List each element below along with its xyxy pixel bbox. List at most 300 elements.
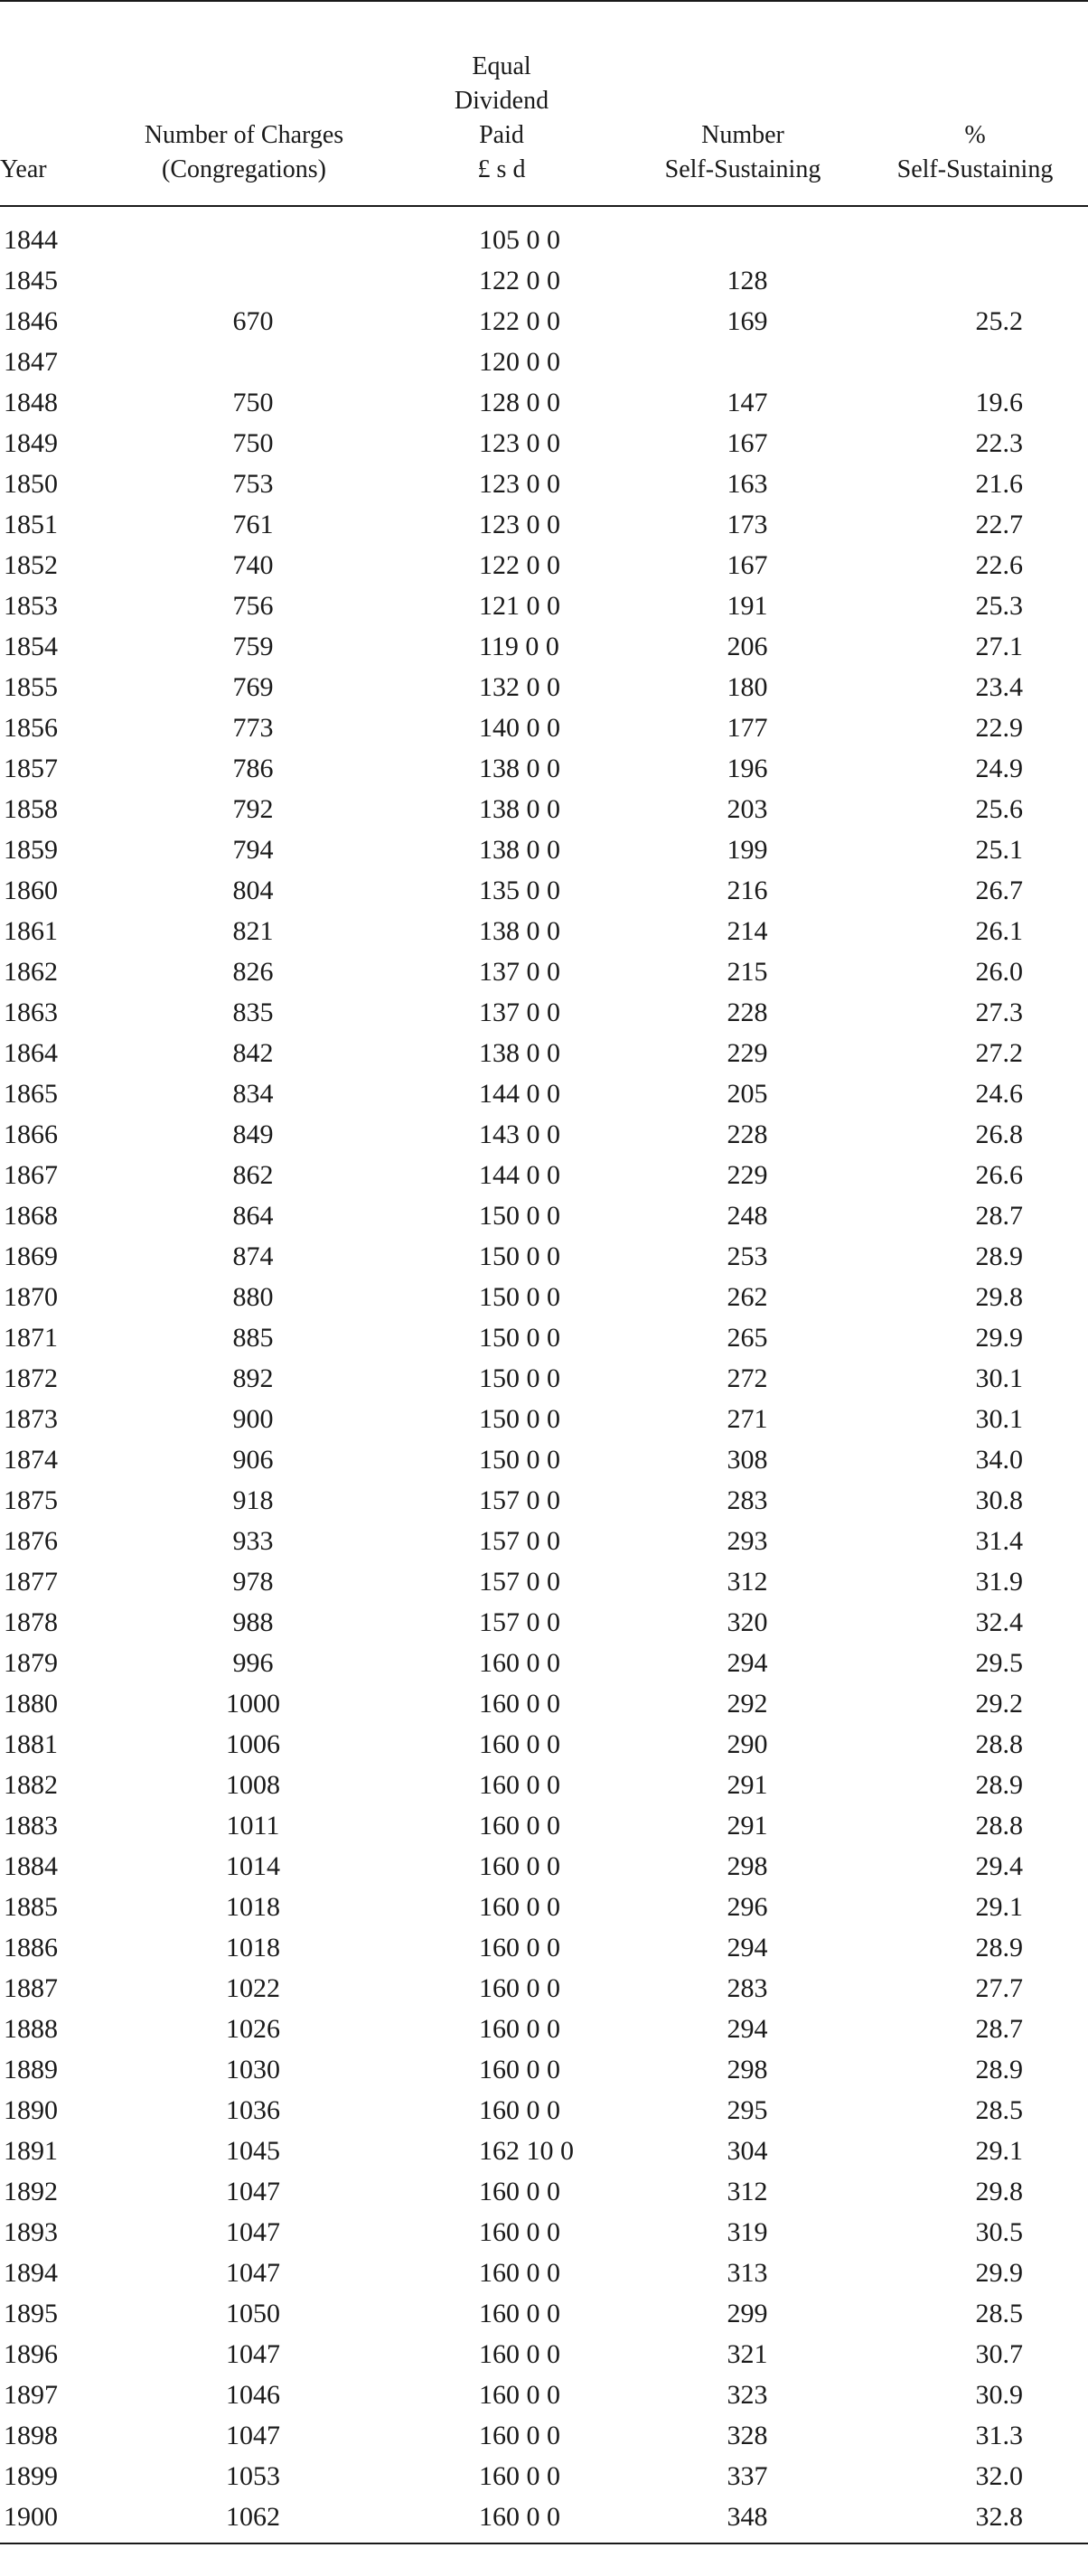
cell-charges: 1047 bbox=[226, 2258, 280, 2288]
cell-number-self-sustaining: 308 bbox=[727, 1445, 768, 1475]
cell-charges: 988 bbox=[232, 1607, 274, 1637]
cell-number-self-sustaining: 294 bbox=[727, 1933, 768, 1962]
cell-number-self-sustaining: 304 bbox=[727, 2136, 768, 2166]
cell-dividend: 160 0 0 bbox=[479, 2299, 560, 2328]
cell-number-self-sustaining: 295 bbox=[727, 2095, 768, 2125]
cell-number-self-sustaining: 191 bbox=[727, 591, 768, 621]
cell-dividend: 150 0 0 bbox=[479, 1445, 560, 1475]
cell-year: 1878 bbox=[4, 1607, 58, 1637]
cell-percent-self-sustaining: 28.8 bbox=[975, 1729, 1023, 1759]
table-row bbox=[0, 1765, 1088, 1805]
cell-percent-self-sustaining: 28.9 bbox=[975, 1241, 1023, 1271]
cell-dividend: 160 0 0 bbox=[479, 2339, 560, 2369]
cell-dividend: 128 0 0 bbox=[479, 388, 560, 417]
table-row bbox=[0, 1033, 1088, 1073]
cell-number-self-sustaining: 292 bbox=[727, 1689, 768, 1719]
cell-number-self-sustaining: 321 bbox=[727, 2339, 768, 2369]
cell-year: 1868 bbox=[4, 1201, 58, 1231]
cell-year: 1870 bbox=[4, 1282, 58, 1312]
cell-year: 1881 bbox=[4, 1729, 58, 1759]
table-row bbox=[0, 1480, 1088, 1521]
cell-number-self-sustaining: 167 bbox=[727, 550, 768, 580]
cell-number-self-sustaining: 290 bbox=[727, 1729, 768, 1759]
cell-number-self-sustaining: 265 bbox=[727, 1323, 768, 1353]
cell-dividend: 122 0 0 bbox=[479, 550, 560, 580]
cell-year: 1859 bbox=[4, 835, 58, 865]
table-row bbox=[0, 829, 1088, 870]
cell-year: 1896 bbox=[4, 2339, 58, 2369]
table-row bbox=[0, 748, 1088, 789]
table-row bbox=[0, 1277, 1088, 1317]
cell-charges: 786 bbox=[232, 754, 274, 783]
cell-percent-self-sustaining: 27.7 bbox=[975, 1973, 1023, 2003]
cell-charges: 804 bbox=[232, 876, 274, 905]
cell-year: 1900 bbox=[0, 2496, 108, 2543]
cell-number-self-sustaining: 177 bbox=[727, 713, 768, 743]
cell-year: 1892 bbox=[4, 2177, 58, 2206]
cell-dividend: 160 0 0 bbox=[479, 1851, 560, 1881]
cell-dividend: 150 0 0 bbox=[479, 1282, 560, 1312]
cell-year: 1849 bbox=[4, 428, 58, 458]
table-row bbox=[0, 1887, 1088, 1927]
cell-number-self-sustaining: 169 bbox=[727, 306, 768, 336]
table-row bbox=[0, 1236, 1088, 1277]
cell-percent-self-sustaining: 27.2 bbox=[975, 1038, 1023, 1068]
cell-percent-self-sustaining: 21.6 bbox=[975, 469, 1023, 499]
cell-charges: 1062 bbox=[108, 2496, 380, 2543]
cell-charges: 821 bbox=[232, 916, 274, 946]
cell-dividend: 122 0 0 bbox=[479, 266, 560, 295]
cell-dividend: 138 0 0 bbox=[479, 1038, 560, 1068]
cell-number-self-sustaining: 348 bbox=[624, 2496, 862, 2543]
cell-year: 1891 bbox=[4, 2136, 58, 2166]
cell-percent-self-sustaining: 19.6 bbox=[975, 388, 1023, 417]
cell-year: 1886 bbox=[4, 1933, 58, 1962]
table-row bbox=[0, 2456, 1088, 2496]
cell-charges: 740 bbox=[232, 550, 274, 580]
cell-dividend: 160 0 0 bbox=[479, 2258, 560, 2288]
column-header-charges: Number of Charges (Congregations) bbox=[108, 1, 380, 206]
cell-charges: 759 bbox=[232, 632, 274, 661]
table-row bbox=[0, 2049, 1088, 2090]
cell-charges: 773 bbox=[232, 713, 274, 743]
table-row bbox=[0, 1317, 1088, 1358]
table-row bbox=[0, 2171, 1088, 2212]
cell-percent-self-sustaining: 29.8 bbox=[975, 2177, 1023, 2206]
cell-number-self-sustaining: 298 bbox=[727, 2055, 768, 2084]
cell-percent-self-sustaining: 26.6 bbox=[975, 1160, 1023, 1190]
cell-dividend: 157 0 0 bbox=[479, 1607, 560, 1637]
cell-year: 1851 bbox=[4, 510, 58, 539]
cell-charges: 978 bbox=[232, 1567, 274, 1597]
cell-percent-self-sustaining: 30.1 bbox=[975, 1363, 1023, 1393]
cell-dividend: 160 0 0 bbox=[479, 1892, 560, 1922]
cell-year: 1865 bbox=[4, 1079, 58, 1109]
cell-number-self-sustaining: 299 bbox=[727, 2299, 768, 2328]
cell-charges: 1050 bbox=[226, 2299, 280, 2328]
cell-year: 1861 bbox=[4, 916, 58, 946]
cell-number-self-sustaining: 206 bbox=[727, 632, 768, 661]
table-row bbox=[0, 260, 1088, 301]
column-header-dividend: Equal Dividend Paid £ s d bbox=[380, 1, 624, 206]
cell-year: 1846 bbox=[4, 306, 58, 336]
cell-percent-self-sustaining: 22.7 bbox=[975, 510, 1023, 539]
table-row bbox=[0, 1561, 1088, 1602]
cell-charges: 1053 bbox=[226, 2461, 280, 2491]
cell-dividend: 150 0 0 bbox=[479, 1323, 560, 1353]
cell-charges bbox=[108, 206, 380, 260]
cell-dividend: 160 0 0 bbox=[479, 2421, 560, 2450]
table-row bbox=[0, 1968, 1088, 2009]
cell-year: 1856 bbox=[4, 713, 58, 743]
cell-percent-self-sustaining: 22.3 bbox=[975, 428, 1023, 458]
cell-charges: 792 bbox=[232, 794, 274, 824]
cell-dividend: 123 0 0 bbox=[479, 510, 560, 539]
cell-dividend: 137 0 0 bbox=[479, 957, 560, 987]
cell-number-self-sustaining: 320 bbox=[727, 1607, 768, 1637]
cell-percent-self-sustaining: 28.9 bbox=[975, 1933, 1023, 1962]
cell-number-self-sustaining: 163 bbox=[727, 469, 768, 499]
cell-dividend: 150 0 0 bbox=[479, 1201, 560, 1231]
cell-percent-self-sustaining: 29.2 bbox=[975, 1689, 1023, 1719]
cell-dividend: 137 0 0 bbox=[479, 998, 560, 1027]
cell-dividend: 162 10 0 bbox=[479, 2136, 574, 2166]
cell-percent-self-sustaining: 30.1 bbox=[975, 1404, 1023, 1434]
cell-charges: 834 bbox=[232, 1079, 274, 1109]
cell-dividend: 150 0 0 bbox=[479, 1363, 560, 1393]
cell-charges: 918 bbox=[232, 1485, 274, 1515]
cell-year: 1864 bbox=[4, 1038, 58, 1068]
cell-dividend: 160 0 0 bbox=[479, 1770, 560, 1800]
cell-dividend: 135 0 0 bbox=[479, 876, 560, 905]
cell-year: 1875 bbox=[4, 1485, 58, 1515]
cell-charges: 1014 bbox=[226, 1851, 280, 1881]
cell-number-self-sustaining: 203 bbox=[727, 794, 768, 824]
table-row bbox=[0, 585, 1088, 626]
cell-number-self-sustaining: 272 bbox=[727, 1363, 768, 1393]
table-row bbox=[0, 1195, 1088, 1236]
cell-dividend: 157 0 0 bbox=[479, 1567, 560, 1597]
cell-percent-self-sustaining: 22.9 bbox=[975, 713, 1023, 743]
cell-year: 1895 bbox=[4, 2299, 58, 2328]
cell-percent-self-sustaining: 26.0 bbox=[975, 957, 1023, 987]
cell-number-self-sustaining: 216 bbox=[727, 876, 768, 905]
cell-number-self-sustaining: 214 bbox=[727, 916, 768, 946]
cell-year: 1894 bbox=[4, 2258, 58, 2288]
cell-number-self-sustaining: 298 bbox=[727, 1851, 768, 1881]
table-row bbox=[0, 1073, 1088, 1114]
header-row bbox=[0, 1, 1088, 206]
cell-charges: 900 bbox=[232, 1404, 274, 1434]
cell-number-self-sustaining: 199 bbox=[727, 835, 768, 865]
cell-charges: 1026 bbox=[226, 2014, 280, 2044]
cell-dividend: 160 0 0 bbox=[479, 1933, 560, 1962]
cell-charges: 1011 bbox=[226, 1811, 280, 1841]
cell-dividend: 160 0 0 bbox=[479, 1973, 560, 2003]
cell-year: 1863 bbox=[4, 998, 58, 1027]
cell-dividend: 121 0 0 bbox=[479, 591, 560, 621]
cell-percent-self-sustaining: 28.5 bbox=[975, 2299, 1023, 2328]
table-row bbox=[0, 504, 1088, 545]
table-row bbox=[0, 1805, 1088, 1846]
cell-dividend: 120 0 0 bbox=[479, 347, 560, 377]
cell-year: 1866 bbox=[4, 1119, 58, 1149]
table-row bbox=[0, 2253, 1088, 2293]
cell-year: 1887 bbox=[4, 1973, 58, 2003]
cell-year: 1869 bbox=[4, 1241, 58, 1271]
cell-number-self-sustaining: 291 bbox=[727, 1770, 768, 1800]
cell-number-self-sustaining bbox=[624, 342, 862, 382]
table-row bbox=[0, 342, 1088, 382]
cell-number-self-sustaining: 205 bbox=[727, 1079, 768, 1109]
table-row bbox=[0, 1155, 1088, 1195]
table-row bbox=[0, 2009, 1088, 2049]
table-row bbox=[0, 464, 1088, 504]
cell-year: 1848 bbox=[4, 388, 58, 417]
table-row bbox=[0, 2131, 1088, 2171]
cell-percent-self-sustaining: 29.8 bbox=[975, 1282, 1023, 1312]
cell-percent-self-sustaining: 28.8 bbox=[975, 1811, 1023, 1841]
cell-percent-self-sustaining: 28.7 bbox=[975, 1201, 1023, 1231]
cell-dividend: 160 0 0 bbox=[479, 2380, 560, 2410]
cell-year: 1858 bbox=[4, 794, 58, 824]
cell-percent-self-sustaining: 28.5 bbox=[975, 2095, 1023, 2125]
cell-percent-self-sustaining: 25.2 bbox=[975, 306, 1023, 336]
table-row bbox=[0, 382, 1088, 423]
cell-charges: 1045 bbox=[226, 2136, 280, 2166]
table-header bbox=[0, 1, 1088, 206]
cell-number-self-sustaining: 271 bbox=[727, 1404, 768, 1434]
cell-charges: 880 bbox=[232, 1282, 274, 1312]
cell-percent-self-sustaining: 31.9 bbox=[975, 1567, 1023, 1597]
cell-number-self-sustaining bbox=[624, 206, 862, 260]
cell-percent-self-sustaining: 26.7 bbox=[975, 876, 1023, 905]
cell-number-self-sustaining: 296 bbox=[727, 1892, 768, 1922]
cell-charges: 1047 bbox=[226, 2421, 280, 2450]
cell-number-self-sustaining: 262 bbox=[727, 1282, 768, 1312]
cell-dividend: 160 0 0 bbox=[479, 2095, 560, 2125]
cell-dividend: 157 0 0 bbox=[479, 1485, 560, 1515]
cell-charges: 756 bbox=[232, 591, 274, 621]
table-row bbox=[0, 1602, 1088, 1643]
cell-number-self-sustaining: 312 bbox=[727, 2177, 768, 2206]
cell-year: 1844 bbox=[4, 225, 58, 255]
cell-charges: 1036 bbox=[226, 2095, 280, 2125]
cell-charges bbox=[108, 342, 380, 382]
cell-year: 1890 bbox=[4, 2095, 58, 2125]
cell-number-self-sustaining: 323 bbox=[727, 2380, 768, 2410]
table-row bbox=[0, 951, 1088, 992]
cell-dividend: 160 0 0 bbox=[479, 2055, 560, 2084]
cell-percent-self-sustaining bbox=[862, 260, 1088, 301]
cell-percent-self-sustaining: 25.6 bbox=[975, 794, 1023, 824]
cell-year: 1860 bbox=[4, 876, 58, 905]
cell-year: 1882 bbox=[4, 1770, 58, 1800]
cell-dividend: 119 0 0 bbox=[479, 632, 559, 661]
cell-year: 1888 bbox=[4, 2014, 58, 2044]
cell-year: 1853 bbox=[4, 591, 58, 621]
cell-dividend: 143 0 0 bbox=[479, 1119, 560, 1149]
cell-number-self-sustaining: 312 bbox=[727, 1567, 768, 1597]
cell-year: 1845 bbox=[4, 266, 58, 295]
cell-charges: 1030 bbox=[226, 2055, 280, 2084]
cell-percent-self-sustaining: 28.9 bbox=[975, 2055, 1023, 2084]
cell-number-self-sustaining: 293 bbox=[727, 1526, 768, 1556]
cell-number-self-sustaining: 294 bbox=[727, 1648, 768, 1678]
table-row bbox=[0, 667, 1088, 707]
table-row bbox=[0, 1724, 1088, 1765]
table-row bbox=[0, 626, 1088, 667]
cell-charges: 864 bbox=[232, 1201, 274, 1231]
cell-number-self-sustaining: 228 bbox=[727, 1119, 768, 1149]
cell-year: 1889 bbox=[4, 2055, 58, 2084]
cell-percent-self-sustaining: 30.7 bbox=[975, 2339, 1023, 2369]
table-row bbox=[0, 1683, 1088, 1724]
cell-charges: 1047 bbox=[226, 2177, 280, 2206]
cell-charges: 885 bbox=[232, 1323, 274, 1353]
cell-year: 1893 bbox=[4, 2217, 58, 2247]
cell-charges: 835 bbox=[232, 998, 274, 1027]
cell-number-self-sustaining: 248 bbox=[727, 1201, 768, 1231]
cell-year: 1883 bbox=[4, 1811, 58, 1841]
cell-year: 1898 bbox=[4, 2421, 58, 2450]
cell-percent-self-sustaining: 26.8 bbox=[975, 1119, 1023, 1149]
cell-number-self-sustaining: 313 bbox=[727, 2258, 768, 2288]
cell-charges: 750 bbox=[232, 428, 274, 458]
cell-number-self-sustaining: 147 bbox=[727, 388, 768, 417]
cell-number-self-sustaining: 180 bbox=[727, 672, 768, 702]
cell-charges: 849 bbox=[232, 1119, 274, 1149]
cell-percent-self-sustaining: 29.1 bbox=[975, 1892, 1023, 1922]
table-row bbox=[0, 2375, 1088, 2415]
table-row bbox=[0, 206, 1088, 260]
cell-dividend: 138 0 0 bbox=[479, 754, 560, 783]
cell-year: 1847 bbox=[4, 347, 58, 377]
table-row bbox=[0, 1927, 1088, 1968]
table-row bbox=[0, 2212, 1088, 2253]
cell-percent-self-sustaining: 32.8 bbox=[862, 2496, 1088, 2543]
cell-number-self-sustaining: 196 bbox=[727, 754, 768, 783]
cell-charges: 761 bbox=[232, 510, 274, 539]
table-row bbox=[0, 1399, 1088, 1439]
cell-dividend: 123 0 0 bbox=[479, 428, 560, 458]
cell-charges: 1047 bbox=[226, 2339, 280, 2369]
cell-percent-self-sustaining: 28.7 bbox=[975, 2014, 1023, 2044]
table-row bbox=[0, 707, 1088, 748]
cell-dividend: 160 0 0 bbox=[479, 1648, 560, 1678]
table-row bbox=[0, 2496, 1088, 2543]
cell-number-self-sustaining: 128 bbox=[727, 266, 768, 295]
table-row bbox=[0, 1114, 1088, 1155]
cell-percent-self-sustaining: 29.9 bbox=[975, 2258, 1023, 2288]
table-row bbox=[0, 1439, 1088, 1480]
cell-number-self-sustaining: 328 bbox=[727, 2421, 768, 2450]
cell-dividend: 105 0 0 bbox=[479, 225, 560, 255]
cell-percent-self-sustaining: 29.9 bbox=[975, 1323, 1023, 1353]
cell-percent-self-sustaining bbox=[862, 206, 1088, 260]
table-row bbox=[0, 1521, 1088, 1561]
cell-percent-self-sustaining: 27.1 bbox=[975, 632, 1023, 661]
cell-percent-self-sustaining: 25.1 bbox=[975, 835, 1023, 865]
cell-percent-self-sustaining: 24.9 bbox=[975, 754, 1023, 783]
cell-charges: 1018 bbox=[226, 1933, 280, 1962]
cell-dividend: 150 0 0 bbox=[479, 1404, 560, 1434]
cell-year: 1879 bbox=[4, 1648, 58, 1678]
cell-charges: 1022 bbox=[226, 1973, 280, 2003]
cell-dividend: 150 0 0 bbox=[479, 1241, 560, 1271]
cell-percent-self-sustaining bbox=[862, 342, 1088, 382]
cell-percent-self-sustaining: 30.8 bbox=[975, 1485, 1023, 1515]
cell-year: 1873 bbox=[4, 1404, 58, 1434]
cell-charges: 996 bbox=[232, 1648, 274, 1678]
cell-year: 1857 bbox=[4, 754, 58, 783]
cell-charges: 874 bbox=[232, 1241, 274, 1271]
cell-charges: 1008 bbox=[226, 1770, 280, 1800]
table-row bbox=[0, 992, 1088, 1033]
cell-percent-self-sustaining: 30.5 bbox=[975, 2217, 1023, 2247]
cell-dividend: 138 0 0 bbox=[479, 916, 560, 946]
cell-year: 1872 bbox=[4, 1363, 58, 1393]
cell-percent-self-sustaining: 31.3 bbox=[975, 2421, 1023, 2450]
cell-percent-self-sustaining: 30.9 bbox=[975, 2380, 1023, 2410]
cell-dividend: 160 0 0 bbox=[479, 2014, 560, 2044]
table-row bbox=[0, 789, 1088, 829]
cell-number-self-sustaining: 283 bbox=[727, 1485, 768, 1515]
cell-percent-self-sustaining: 31.4 bbox=[975, 1526, 1023, 1556]
cell-percent-self-sustaining: 26.1 bbox=[975, 916, 1023, 946]
column-header-percent-self-sustaining: % Self-Sustaining bbox=[862, 1, 1088, 206]
table-row bbox=[0, 2415, 1088, 2456]
cell-year: 1854 bbox=[4, 632, 58, 661]
cell-dividend: 157 0 0 bbox=[479, 1526, 560, 1556]
cell-charges: 769 bbox=[232, 672, 274, 702]
cell-charges: 750 bbox=[232, 388, 274, 417]
cell-year: 1880 bbox=[4, 1689, 58, 1719]
cell-number-self-sustaining: 337 bbox=[727, 2461, 768, 2491]
cell-number-self-sustaining: 228 bbox=[727, 998, 768, 1027]
cell-number-self-sustaining: 215 bbox=[727, 957, 768, 987]
table-row bbox=[0, 2293, 1088, 2334]
cell-charges: 670 bbox=[232, 306, 274, 336]
cell-percent-self-sustaining: 27.3 bbox=[975, 998, 1023, 1027]
cell-year: 1852 bbox=[4, 550, 58, 580]
table-row bbox=[0, 545, 1088, 585]
cell-year: 1897 bbox=[4, 2380, 58, 2410]
cell-charges: 892 bbox=[232, 1363, 274, 1393]
cell-dividend: 138 0 0 bbox=[479, 794, 560, 824]
table-row bbox=[0, 2334, 1088, 2375]
cell-dividend: 160 0 0 bbox=[479, 2217, 560, 2247]
cell-year: 1877 bbox=[4, 1567, 58, 1597]
cell-year: 1855 bbox=[4, 672, 58, 702]
cell-percent-self-sustaining: 32.0 bbox=[975, 2461, 1023, 2491]
cell-number-self-sustaining: 173 bbox=[727, 510, 768, 539]
cell-dividend: 160 0 0 bbox=[479, 1811, 560, 1841]
cell-percent-self-sustaining: 29.5 bbox=[975, 1648, 1023, 1678]
cell-dividend: 160 0 0 bbox=[479, 1729, 560, 1759]
cell-charges: 794 bbox=[232, 835, 274, 865]
cell-dividend: 160 0 0 bbox=[380, 2496, 624, 2543]
cell-charges: 933 bbox=[232, 1526, 274, 1556]
cell-charges: 1006 bbox=[226, 1729, 280, 1759]
cell-number-self-sustaining: 319 bbox=[727, 2217, 768, 2247]
cell-charges: 826 bbox=[232, 957, 274, 987]
cell-dividend: 138 0 0 bbox=[479, 835, 560, 865]
cell-percent-self-sustaining: 34.0 bbox=[975, 1445, 1023, 1475]
cell-charges: 1047 bbox=[226, 2217, 280, 2247]
cell-dividend: 144 0 0 bbox=[479, 1079, 560, 1109]
cell-number-self-sustaining: 229 bbox=[727, 1160, 768, 1190]
